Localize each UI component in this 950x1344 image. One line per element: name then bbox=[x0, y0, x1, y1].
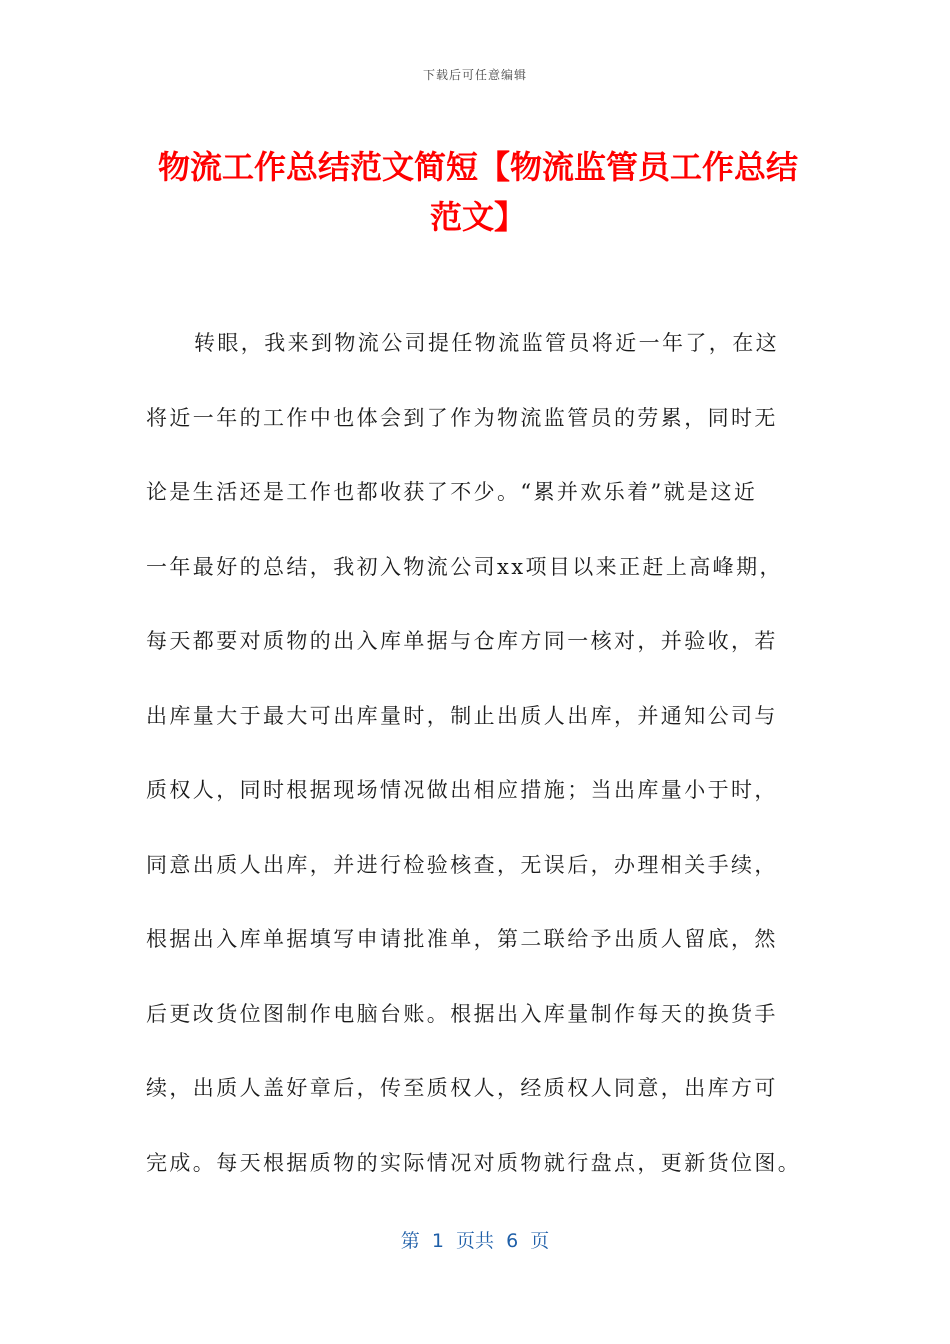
body-line: 质权人，同时根据现场情况做出相应措施；当出库量小于时， bbox=[146, 778, 778, 802]
body-line: 后更改货位图制作电脑台账。根据出入库量制作每天的换货手 bbox=[146, 1001, 778, 1026]
body-line: 完成。每天根据质物的实际情况对质物就行盘点，更新货位图。 bbox=[146, 1150, 802, 1175]
header-note: 下载后可任意编辑 bbox=[422, 68, 527, 82]
body-line: 论是生活还是工作也都收获了不少。“累并欢乐着”就是这近 bbox=[146, 480, 758, 504]
page-number-footer: 第 1 页共 6 页 bbox=[400, 1230, 550, 1252]
document-body bbox=[146, 320, 802, 1214]
body-line: 转眼，我来到物流公司提任物流监管员将近一年了，在这 bbox=[194, 331, 779, 355]
body-line: 每天都要对质物的出入库单据与仓库方同一核对，并验收，若 bbox=[146, 629, 778, 653]
body-line: 根据出入库单据填写申请批准单，第二联给予出质人留底，然 bbox=[146, 927, 778, 951]
body-line: 一年最好的总结，我初入物流公司xx项目以来正赶上高峰期， bbox=[146, 554, 783, 579]
document-title: 物流工作总结范文简短【物流监管员工作总结范文】 bbox=[157, 148, 798, 236]
body-line: 出库量大于最大可出库量时，制止出质人出库，并通知公司与 bbox=[146, 703, 778, 728]
body-line: 将近一年的工作中也体会到了作为物流监管员的劳累，同时无 bbox=[146, 405, 778, 430]
body-line: 同意出质人出库，并进行检验核查，无误后，办理相关手续， bbox=[146, 852, 778, 877]
body-line: 续，出质人盖好章后，传至质权人，经质权人同意，出库方可 bbox=[146, 1076, 778, 1100]
